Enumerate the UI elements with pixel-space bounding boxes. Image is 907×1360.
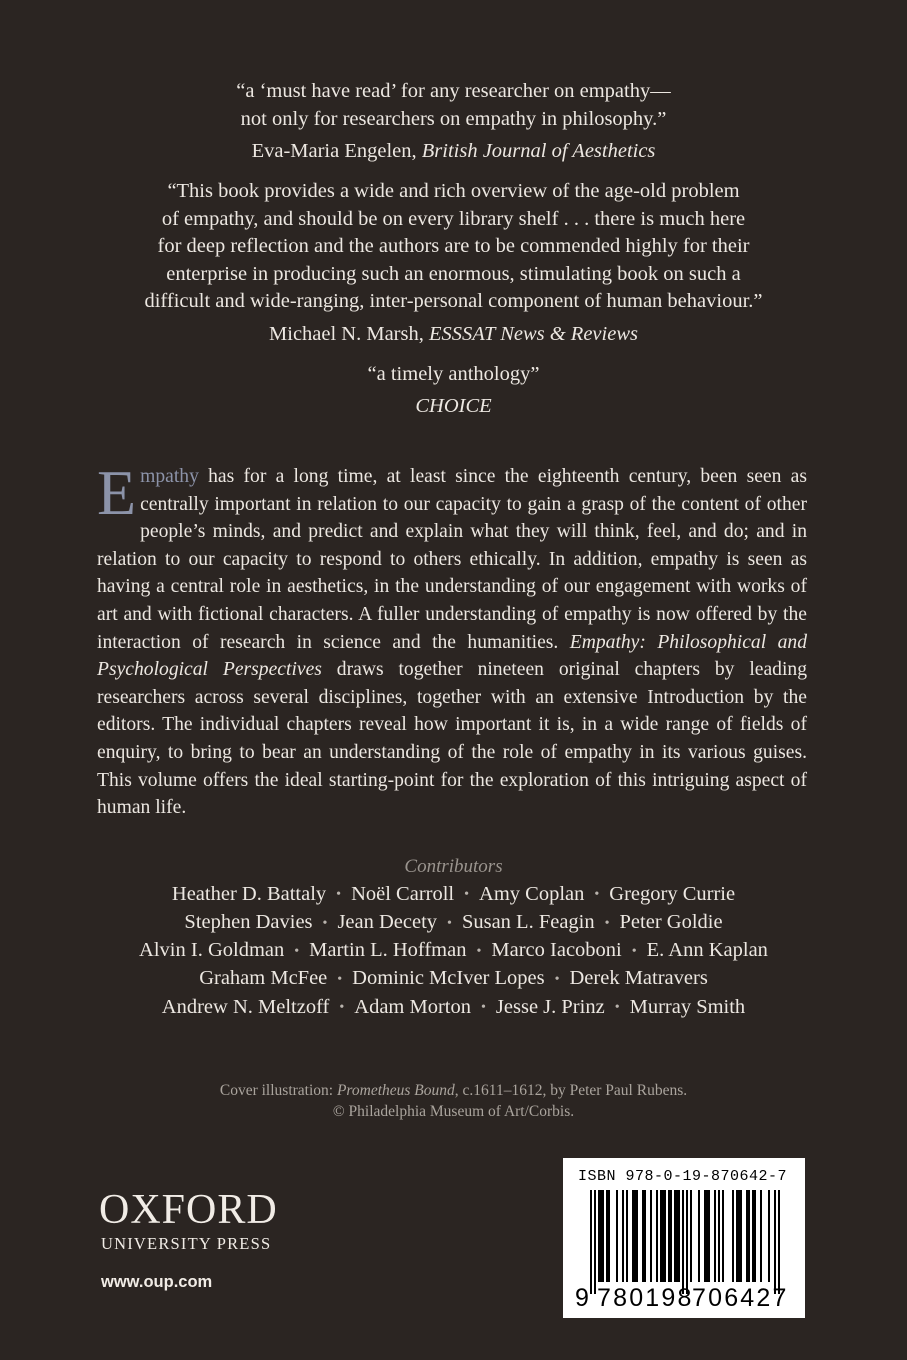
publisher-logo: OXFORD [99,1187,278,1233]
barcode-bar [650,1190,652,1282]
quote-source: British Journal of Aesthetics [421,140,656,162]
quote-attribution [104,136,804,166]
quote-choice [104,361,804,422]
separator-dot: • [594,887,600,903]
barcode-bar [622,1190,624,1282]
contributor-name: Graham McFee [199,967,328,990]
quote-line: “a ‘must have read’ for any researcher on empathy— [236,80,671,102]
contributor-name: Gregory Currie [609,883,736,905]
quote-author: Eva-Maria Engelen, [251,140,417,162]
book-description [97,457,807,822]
contributor-name: Murray Smith [629,995,746,1018]
barcode-bar [616,1190,618,1282]
separator-dot: • [604,915,610,931]
contributor-name: Heather D. Battaly [171,883,327,905]
barcode-bar [722,1190,724,1282]
barcode-bar [598,1190,600,1282]
quote-line: enterprise in producing such an enormous, stimulating book on such a [166,262,741,285]
separator-dot: • [614,1000,620,1015]
separator-dot: • [447,915,452,931]
barcode-bar [608,1190,610,1282]
contributors-section [0,853,907,1022]
contributor-name: Jean Decety [337,911,438,934]
separator-dot: • [294,943,300,959]
contributor-name: E. Ann Kaplan [646,939,768,962]
isbn-barcode [563,1158,805,1318]
contributor-name: Jesse J. Prinz [495,995,605,1018]
barcode-bar [600,1190,602,1282]
barcode-bar [678,1190,680,1282]
barcode-bar [760,1190,762,1282]
barcode-bar [634,1190,636,1282]
barcode-bar [644,1190,646,1282]
book-title: Empathy: Philosophical and Psychological Perspectives [97,631,807,681]
contributors-row [0,881,907,909]
quote-line: not only for researchers on empathy in philosophy.” [240,107,667,130]
quote-line: “This book provides a wide and rich overview of the age-old problem [167,180,740,202]
barcode-bar [736,1190,738,1282]
barcode-bar [642,1190,644,1282]
contributor-name: Martin L. Hoffman [309,939,467,962]
contributor-name: Alvin I. Goldman [139,939,285,962]
barcode-guard-bar [590,1190,592,1294]
separator-dot: • [336,887,342,903]
barcode-bar [752,1190,754,1282]
separator-dot: • [481,1000,486,1015]
barcode-bar [632,1190,634,1282]
quote-line: “a timely anthology” [367,362,540,385]
contributor-name: Adam Morton [354,995,472,1018]
barcode-bar [662,1190,664,1282]
contributor-name: Marco Iacoboni [491,939,622,962]
contributors-row [0,994,907,1022]
description-text: draws together nineteen original chapters by leading researchers across several disciplines, together with an extensive Introduction by the editors. The individual chapters reveal how important it is, in a wide range of fields of enquiry, to bring to bear an understanding of the role of empathy in its various guises. This volume offers the ideal starting-point for the exploration of this intriguing aspect of human life. [97,659,807,819]
barcode-guard-bar [686,1190,688,1294]
barcode-bar [606,1190,608,1282]
barcode-bar [754,1190,756,1282]
barcode-bar [740,1190,742,1282]
quote-attribution [94,319,814,349]
quote-line: of empathy, and should be on every library shelf . . . there is much here [161,207,746,230]
quote-source: CHOICE [415,395,492,417]
drop-cap: E [97,457,137,528]
barcode-bar [660,1190,662,1282]
separator-dot: • [339,1000,345,1015]
publisher-subtitle: UNIVERSITY PRESS [101,1234,272,1253]
barcode-bar [636,1190,638,1282]
contributor-name: Susan L. Feagin [461,911,595,934]
barcode-bar [698,1190,700,1282]
review-quotes [0,78,907,421]
contributor-name: Derek Matravers [569,967,708,990]
contributor-name: Amy Coplan [479,883,585,905]
barcode-bar [714,1190,716,1282]
separator-dot: • [464,887,470,903]
contributor-name: Noël Carroll [351,883,455,905]
barcode-bar [732,1190,734,1282]
isbn-label: ISBN 978-0-19-870642-7 [578,1168,788,1185]
barcode-digit-first: 9 [575,1284,589,1312]
separator-dot: • [631,943,637,959]
barcode-bar [708,1190,710,1282]
contributors-row [0,937,907,965]
quote-engelen [104,78,804,166]
quote-attribution [104,391,804,421]
barcode-guard-bar [594,1190,596,1294]
barcode-guard-bar [682,1190,684,1294]
quote-author: Michael N. Marsh, [269,322,424,345]
contributor-name: Andrew N. Meltzoff [161,995,330,1018]
separator-dot: • [337,971,343,987]
quote-marsh [94,178,814,349]
cover-credit [0,1080,907,1122]
description-lead-word: mpathy [140,466,199,487]
barcode-bar [626,1190,628,1282]
contributor-name: Peter Goldie [619,911,723,934]
barcode-bar [674,1190,676,1282]
barcode-bar [738,1190,740,1282]
barcode-bar [746,1190,748,1282]
credit-prefix: Cover illustration: [219,1082,337,1099]
publisher-website: www.oup.com [101,1273,213,1291]
barcode-guard-bar [774,1190,776,1294]
contributors-heading: Contributors [404,856,503,877]
separator-dot: • [554,971,560,987]
contributors-row [0,965,907,993]
barcode-digit-group: 706427 [692,1284,789,1312]
description-text: has for a long time, at least since the eighteenth century, been seen as centrally important in relation to our capacity to gain a grasp of the content of other people’s minds, and predict and explain what they will think, feel, and do; and in relation to our capacity to respond to others ethically. In addition, empathy is seen as having a central role in aesthetics, in the understanding of our engagement with works of art and with fictional characters. A fuller understanding of empathy is now offered by the interaction of research in science and the humanities. [97,466,807,653]
artwork-title: Prometheus Bound [336,1082,455,1099]
contributor-name: Dominic McIver Lopes [352,967,545,990]
quote-line: difficult and wide-ranging, inter-personal component of human behaviour.” [144,290,763,312]
barcode-bar [668,1190,670,1282]
barcode-bar [664,1190,666,1282]
barcode-bar [676,1190,678,1282]
barcode-bar [602,1190,604,1282]
barcode-bar [670,1190,672,1282]
barcode-bar [656,1190,658,1282]
barcode-bar [704,1190,706,1282]
barcode-bar [748,1190,750,1282]
contributors-row [0,909,907,937]
contributor-name: Stephen Davies [184,911,313,934]
separator-dot: • [476,943,482,959]
barcode-bar [718,1190,720,1282]
quote-line: for deep reflection and the authors are to be commended highly for their [157,235,750,257]
barcode-bar [768,1190,770,1282]
barcode-bar [706,1190,708,1282]
credit-line [0,1080,907,1101]
credit-copyright: © Philadelphia Museum of Art/Corbis. [332,1103,575,1120]
barcode-digit-group: 780198 [597,1284,694,1312]
barcode-bar [690,1190,692,1282]
barcode-guard-bar [778,1190,780,1294]
credit-suffix: , c.1611–1612, by Peter Paul Rubens. [454,1082,688,1099]
separator-dot: • [322,915,328,931]
quote-source: ESSSAT News & Reviews [429,322,638,345]
